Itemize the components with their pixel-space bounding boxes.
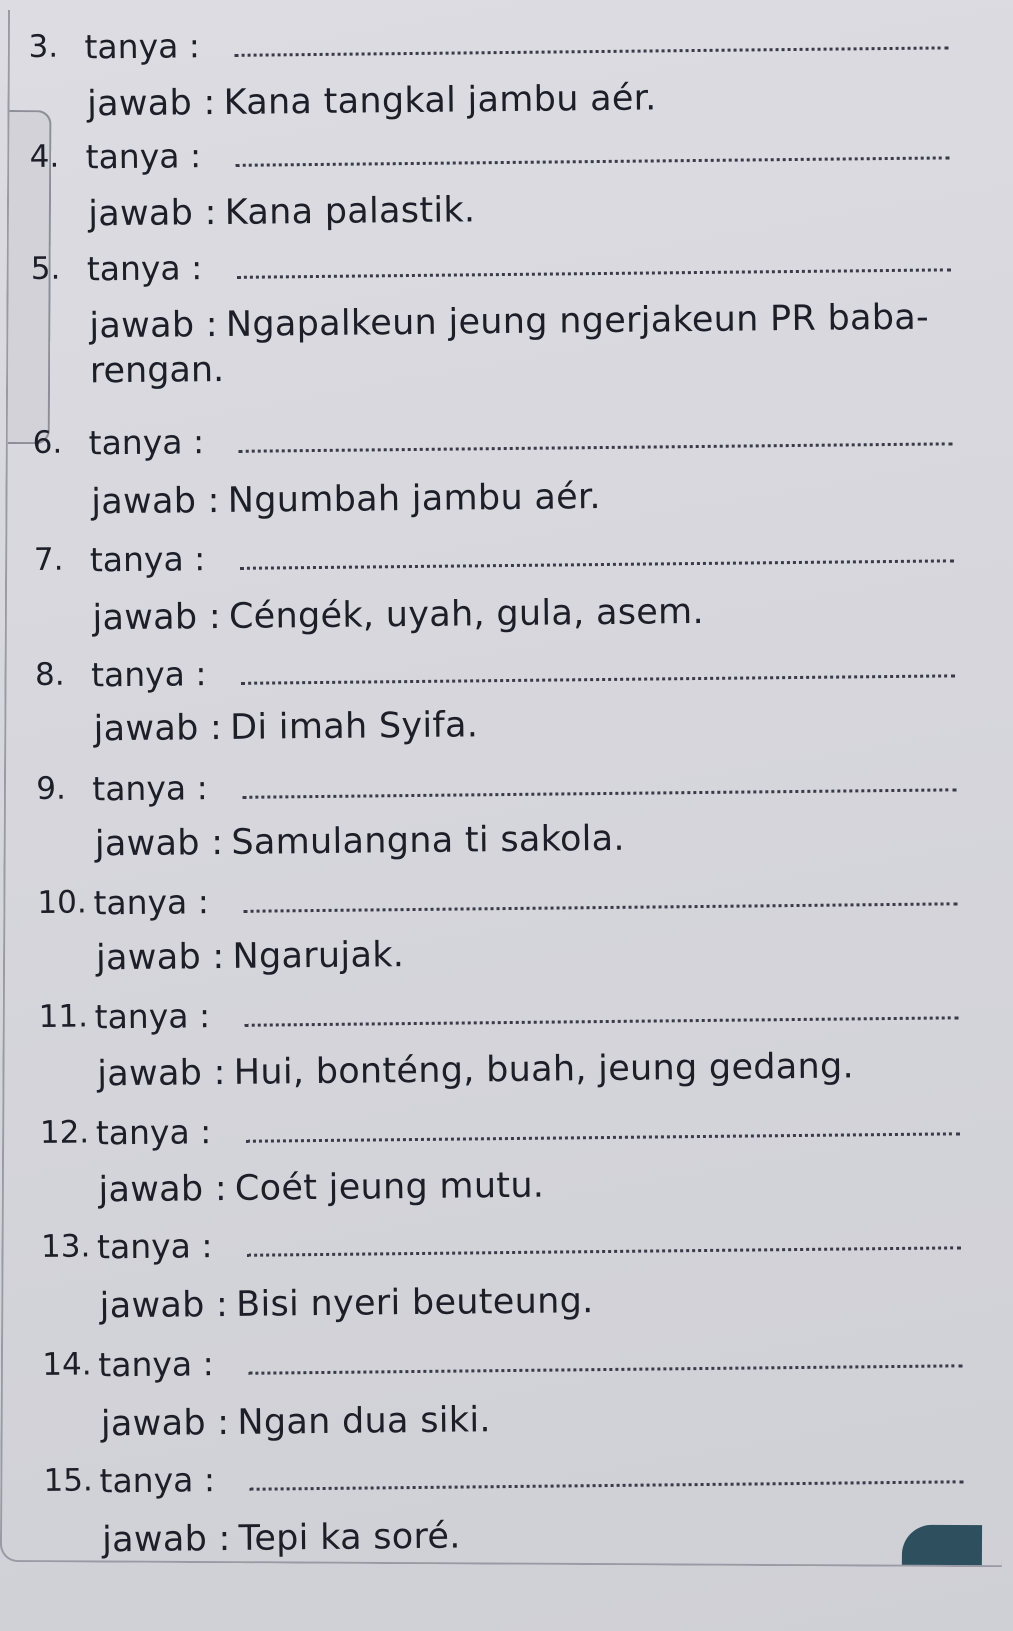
answer-label: jawab : <box>88 193 217 235</box>
question-row-15 <box>43 1446 983 1506</box>
answer-blank-line[interactable] <box>244 902 958 912</box>
answer-text: Hui, bonténg, buah, jeung gedang. <box>233 1046 855 1093</box>
question-label: tanya : <box>92 767 208 808</box>
question-label: tanya : <box>96 1225 213 1266</box>
question-row-12 <box>40 1098 980 1158</box>
answer-blank-line[interactable] <box>241 674 955 684</box>
question-number: 10. <box>37 884 87 921</box>
answer-blank-line[interactable] <box>240 559 954 569</box>
question-row-6 <box>32 408 972 468</box>
question-label: tanya : <box>89 538 206 579</box>
answer-label: jawab : <box>94 823 224 865</box>
question-number: 7. <box>33 541 64 578</box>
question-label: tanya : <box>94 995 211 1036</box>
answer-blank-line[interactable] <box>239 442 953 452</box>
answer-text: Coét jeung mutu. <box>234 1165 545 1209</box>
question-number: 15. <box>43 1462 94 1499</box>
answer-label: jawab : <box>98 1168 228 1211</box>
answer-blank-line[interactable] <box>245 1016 959 1026</box>
question-number: 3. <box>28 28 59 65</box>
answer-row-15 <box>44 1505 1013 1565</box>
answer-row-4 <box>30 180 1013 240</box>
question-number: 11. <box>38 998 89 1035</box>
question-number: 4. <box>29 138 60 175</box>
answer-label: jawab : <box>100 1402 230 1445</box>
answer-text: Samulangna ti sakola. <box>231 818 626 863</box>
question-number: 9. <box>36 770 67 807</box>
answer-label: jawab : <box>99 1284 229 1327</box>
answer-text: Kana palastik. <box>224 190 476 233</box>
answer-label: jawab : <box>101 1518 231 1561</box>
question-label: tanya : <box>93 881 210 922</box>
question-label: tanya : <box>99 1459 216 1500</box>
answer-blank-line[interactable] <box>248 1364 962 1374</box>
question-label: tanya : <box>85 135 202 176</box>
answer-row-12 <box>40 1155 1013 1215</box>
question-row-8 <box>35 640 975 700</box>
question-label: tanya : <box>90 653 207 694</box>
answer-text: Ngan dua siki. <box>237 1400 491 1443</box>
question-row-5 <box>31 234 971 294</box>
answer-row-11 <box>39 1039 1013 1099</box>
answer-label: jawab : <box>97 1052 226 1095</box>
question-label: tanya : <box>84 25 201 66</box>
question-number: 14. <box>42 1346 92 1383</box>
question-row-4 <box>29 122 969 182</box>
question-row-13 <box>41 1212 981 1272</box>
answer-row-3 <box>29 70 1013 130</box>
answer-row-13 <box>41 1271 1013 1331</box>
answer-label: jawab : <box>92 597 222 639</box>
answer-row-7 <box>34 584 1013 644</box>
answer-text: Ngapalkeun jeung ngerjakeun PR baba- <box>225 297 930 345</box>
question-number: 6. <box>32 424 63 461</box>
question-label: tanya : <box>86 247 203 288</box>
answer-row-6 <box>33 468 1013 528</box>
answer-row-8 <box>35 695 1013 755</box>
question-number: 13. <box>40 1228 91 1265</box>
answer-label: jawab : <box>93 708 223 750</box>
answer-label: jawab : <box>86 83 216 125</box>
answer-text: Di imah Syifa. <box>229 705 479 748</box>
answer-row-5 <box>31 292 1013 352</box>
question-row-14 <box>42 1330 982 1390</box>
answer-text: Bisi nyeri beuteung. <box>235 1281 594 1325</box>
question-number: 5. <box>30 250 61 287</box>
answer-row-9 <box>37 810 1013 870</box>
question-row-9 <box>36 754 976 814</box>
answer-blank-line[interactable] <box>246 1132 960 1142</box>
answer-blank-line[interactable] <box>250 1480 964 1490</box>
question-label: tanya : <box>88 421 205 462</box>
answer-text: Ngumbah jambu aér. <box>227 477 602 521</box>
answer-row-10 <box>38 923 1013 983</box>
answer-label: jawab : <box>89 305 219 347</box>
answer-text: Kana tangkal jambu aér. <box>223 78 657 123</box>
question-label: tanya : <box>95 1111 212 1152</box>
answer-blank-line[interactable] <box>247 1246 961 1256</box>
question-row-3 <box>28 12 968 72</box>
question-number: 8. <box>34 656 65 693</box>
answer-row-14 <box>43 1389 1013 1449</box>
answer-blank-line[interactable] <box>235 46 949 56</box>
question-row-10 <box>37 868 977 928</box>
answer-label: jawab : <box>91 481 220 523</box>
answer-blank-line[interactable] <box>237 268 951 278</box>
question-number: 12. <box>39 1114 90 1151</box>
question-row-11 <box>38 982 978 1042</box>
answer-text: Tepi ka soré. <box>238 1516 461 1559</box>
answer-label: jawab : <box>95 936 225 979</box>
answer-continuation-5: rengan. <box>89 349 225 392</box>
answer-blank-line[interactable] <box>236 156 950 166</box>
answer-text: Céngék, uyah, gula, asem. <box>228 591 705 637</box>
question-row-7 <box>34 525 974 585</box>
answer-text: Ngarujak. <box>232 935 405 977</box>
question-label: tanya : <box>98 1343 214 1384</box>
answer-blank-line[interactable] <box>242 788 956 798</box>
